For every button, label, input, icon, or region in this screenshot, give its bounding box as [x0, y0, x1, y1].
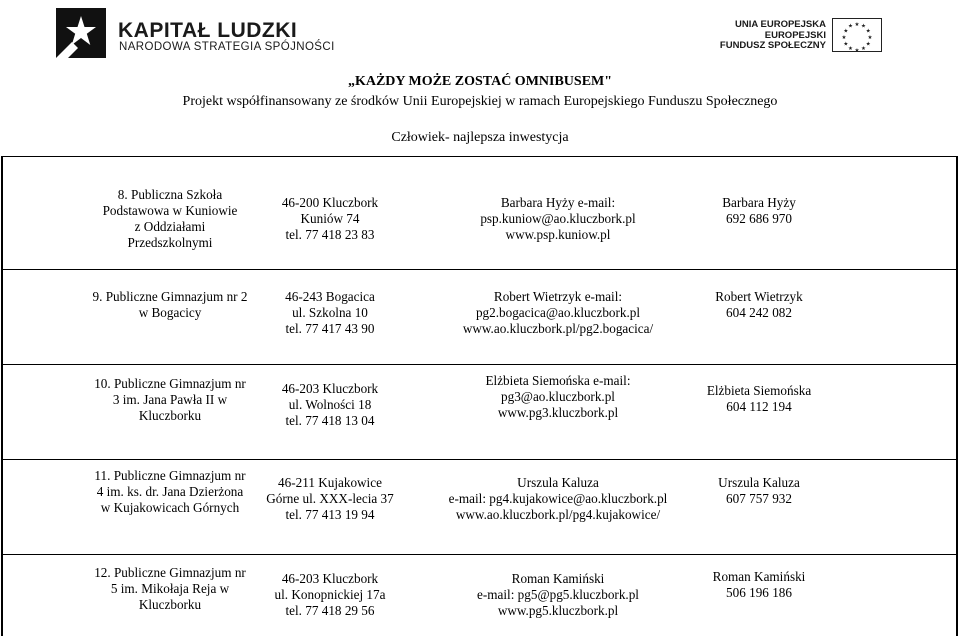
contact-line: www.pg3.kluczbork.pl: [497, 405, 619, 420]
person-name: Robert Wietrzyk: [715, 289, 803, 304]
project-title: „KAŻDY MOŻE ZOSTAĆ OMNIBUSEM": [347, 74, 613, 89]
school-line: 5 im. Mikołaja Reja w: [110, 581, 230, 596]
person-name: Barbara Hyży: [722, 195, 796, 210]
person-cell: [669, 569, 849, 601]
address-line: 46-203 Kluczbork: [281, 381, 379, 396]
contact-line: pg2.bogacica@ao.kluczbork.pl: [475, 305, 641, 320]
school-line: w Kujakowicach Górnych: [100, 500, 240, 515]
school-name-cell: [82, 565, 258, 613]
svg-text:★: ★: [848, 23, 853, 30]
contact-line: Barbara Hyży e-mail:: [500, 195, 616, 210]
school-line: 11. Publiczne Gimnazjum nr: [94, 468, 246, 483]
address-line: 46-211 Kujakowice: [278, 475, 382, 490]
svg-text:★: ★: [854, 47, 860, 52]
table-row: [3, 554, 956, 638]
kapital-ludzki-logo-icon: [52, 4, 110, 62]
school-line: 12. Publiczne Gimnazjum nr: [94, 565, 246, 580]
svg-text:★: ★: [848, 46, 853, 52]
school-line: 4 im. ks. dr. Jana Dzierżona: [96, 484, 244, 499]
person-phone: 506 196 186: [726, 585, 792, 600]
school-line: 9. Publiczne Gimnazjum nr 2: [92, 289, 248, 304]
person-phone: 604 112 194: [726, 399, 792, 414]
page-header: [0, 0, 960, 70]
svg-text:★: ★: [865, 41, 871, 48]
table-row: [3, 364, 956, 460]
contact-line: psp.kuniow@ao.kluczbork.pl: [480, 211, 636, 226]
person-cell: [669, 475, 849, 507]
address-cell: [265, 381, 395, 429]
contact-line: www.ao.kluczbork.pl/pg4.kujakowice/: [455, 507, 661, 522]
svg-text:★: ★: [867, 34, 873, 41]
eu-logo-text: [718, 20, 826, 52]
school-line: Kluczborku: [138, 597, 202, 612]
svg-text:★: ★: [861, 46, 866, 52]
school-line: 10. Publiczne Gimnazjum nr: [94, 376, 246, 391]
contact-line: e-mail: pg5@pg5.kluczbork.pl: [477, 587, 639, 602]
project-subtitle: Projekt współfinansowany ze środków Unii Europejskiej w ramach Europejskiego Funduszu Społecznego: [182, 94, 778, 109]
contact-cell: [408, 475, 708, 523]
contact-line: Robert Wietrzyk e-mail:: [493, 289, 623, 304]
svg-text:★: ★: [865, 28, 871, 35]
address-line: tel. 77 417 43 90: [285, 321, 375, 336]
contact-cell: [408, 571, 708, 619]
school-line: Podstawowa w Kuniowie: [102, 203, 238, 218]
school-line: z Oddziałami: [134, 219, 206, 234]
address-line: tel. 77 418 23 83: [285, 227, 375, 242]
school-line: w Bogacicy: [138, 305, 202, 320]
school-line: Kluczborku: [138, 408, 202, 423]
address-line: ul. Konopnickiej 17a: [274, 587, 386, 602]
person-name: Roman Kamiński: [712, 569, 806, 584]
address-line: ul. Szkolna 10: [292, 305, 368, 320]
address-cell: [265, 571, 395, 619]
svg-text:★: ★: [843, 28, 849, 35]
kapital-ludzki-title: KAPITAŁ LUDZKI: [118, 19, 298, 42]
eu-flag-icon: [832, 18, 882, 52]
eu-line-1: UNIA EUROPEJSKA: [735, 19, 826, 30]
contact-line: pg3@ao.kluczbork.pl: [501, 389, 615, 404]
person-cell: [669, 195, 849, 227]
table-row: [3, 269, 956, 365]
table-row: [3, 459, 956, 555]
school-name-cell: [82, 289, 258, 321]
eu-line-3: FUNDUSZ SPOŁECZNY: [719, 40, 826, 51]
contact-cell: [408, 195, 708, 243]
address-line: 46-243 Bogacica: [285, 289, 375, 304]
person-phone: 607 757 932: [726, 491, 792, 506]
contact-line: www.pg5.kluczbork.pl: [497, 603, 619, 618]
contact-line: e-mail: pg4.kujakowice@ao.kluczbork.pl: [448, 491, 668, 506]
schools-table: [1, 156, 958, 636]
svg-text:★: ★: [854, 22, 860, 28]
svg-text:★: ★: [841, 34, 847, 41]
svg-text:★: ★: [843, 41, 849, 48]
person-name: Elżbieta Siemońska: [706, 383, 812, 398]
person-cell: [669, 289, 849, 321]
contact-line: Urszula Kaluza: [517, 475, 599, 490]
svg-text:★: ★: [861, 23, 866, 30]
contact-line: Elżbieta Siemońska e-mail:: [485, 373, 631, 388]
contact-line: www.psp.kuniow.pl: [505, 227, 611, 242]
table-row: [3, 157, 956, 269]
address-line: 46-200 Kluczbork: [281, 195, 379, 210]
motto: Człowiek- najlepsza inwestycja: [391, 130, 569, 145]
school-name-cell: [82, 187, 258, 251]
contact-line: Roman Kamiński: [511, 571, 605, 586]
contact-cell: [408, 289, 708, 337]
address-cell: [265, 195, 395, 243]
address-line: tel. 77 418 29 56: [285, 603, 375, 618]
eu-line-2: EUROPEJSKI: [764, 29, 826, 41]
school-line: 3 im. Jana Pawła II w: [112, 392, 228, 407]
person-phone: 692 686 970: [726, 211, 792, 226]
address-line: 46-203 Kluczbork: [281, 571, 379, 586]
school-line: Przedszkolnymi: [127, 235, 213, 250]
school-line: 8. Publiczna Szkoła: [117, 187, 223, 202]
address-line: Górne ul. XXX-lecia 37: [266, 491, 394, 506]
person-phone: 604 242 082: [726, 305, 792, 320]
address-line: Kuniów 74: [300, 211, 360, 226]
address-line: ul. Wolności 18: [288, 397, 372, 412]
address-line: tel. 77 413 19 94: [285, 507, 375, 522]
contact-cell: [408, 373, 708, 421]
school-name-cell: [82, 468, 258, 516]
contact-line: www.ao.kluczbork.pl/pg2.bogacica/: [462, 321, 654, 336]
address-line: tel. 77 418 13 04: [285, 413, 375, 428]
address-cell: [265, 289, 395, 337]
person-name: Urszula Kaluza: [718, 475, 800, 490]
school-name-cell: [82, 376, 258, 424]
address-cell: [265, 475, 395, 523]
kapital-ludzki-subtitle: NARODOWA STRATEGIA SPÓJNOŚCI: [119, 41, 335, 53]
person-cell: [669, 383, 849, 415]
